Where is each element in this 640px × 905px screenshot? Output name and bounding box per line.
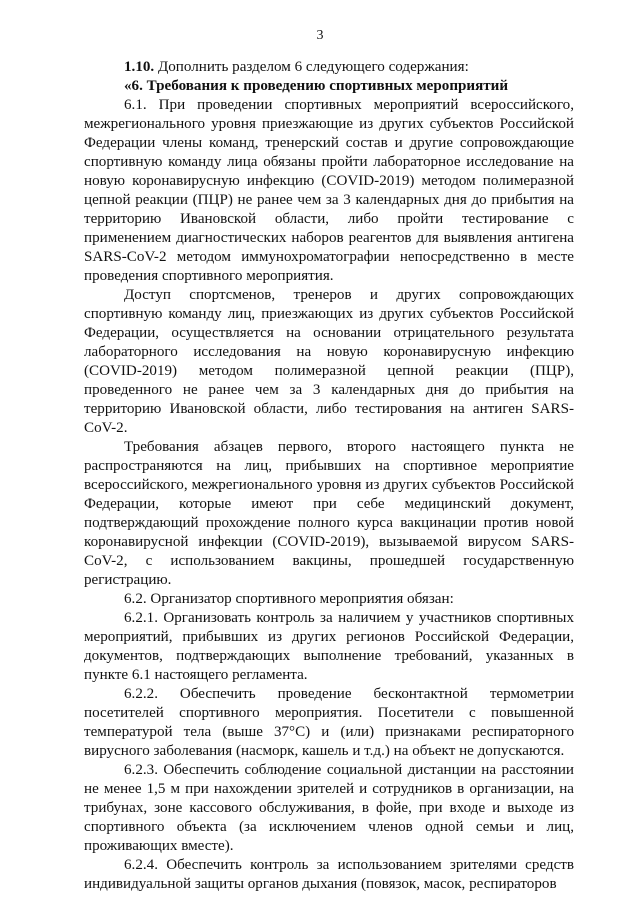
- amendment-intro: [84, 58, 574, 77]
- paragraph-6-2-2: 6.2.2. Обеспечить проведение бесконтактной термометрии посетителей спортивного мероприятия. Посетители с повышенной температурой тела (выше 37°С) и (или) признаками респираторного вирусного заболевания (насморк, кашель и т.д.) на объект не допускаются.: [84, 686, 574, 759]
- paragraph-exemption: Требования абзацев первого, второго настоящего пункта не распространяются на лиц, прибывших на спортивное мероприятие всероссийского, межрегионального уровня из других субъектов Российской Федерации, которые имеют при себе медицинский документ, подтверждающий прохождение полного курса вакцинации против новой коронавирусной инфекции (COVID-2019), вызываемой вирусом SARS-CoV-2, с использованием вакцины, прошедшей государственную регистрацию.: [84, 439, 574, 588]
- amendment-text: Дополнить разделом 6 следующего содержания:: [154, 59, 469, 75]
- paragraph-6-2-1: 6.2.1. Организовать контроль за наличием у участников спортивных мероприятий, прибывших из других регионов Российской Федерации, документов, подтверждающих выполнение требований, указанных в пункте 6.1 настоящего регламента.: [84, 610, 574, 683]
- amendment-number: 1.10.: [124, 59, 155, 75]
- paragraph-6-1: 6.1. При проведении спортивных мероприятий всероссийского, межрегионального уровня приезжающие из других субъектов Российской Федерации члены команд, тренерский состав и другие сопровождающие спортивную команду лица обязаны пройти лабораторное исследование на новую коронавирусную инфекцию (COVID-2019) методом полимеразной цепной реакции (ПЦР) не ранее чем за 3 календарных дня до прибытия на территорию Ивановской области, либо пройти тестирование с применением диагностических наборов реагентов для выявления антигена SARS-CoV-2 методом иммунохроматографии непосредственно в месте проведения спортивного мероприятия.: [84, 97, 574, 284]
- paragraph-6-2-3: 6.2.3. Обеспечить соблюдение социальной дистанции на расстоянии не менее 1,5 м при нахождении зрителей и сотрудников в организации, на трибунах, зоне кассового обслуживания, в фойе, при входе и выходе из спортивного объекта (за исключением членов одной семьи и лиц, проживающих вместе).: [84, 762, 574, 854]
- page-number: 3: [316, 28, 324, 43]
- paragraph-access: Доступ спортсменов, тренеров и других сопровождающих спортивную команду лиц, приезжающих из других субъектов Российской Федерации, осуществляется на основании отрицательного результата лабораторного исследования на новую коронавирусную инфекцию (COVID-2019) методом полимеразной цепной реакции (ПЦР), проведенного не ранее чем за 3 календарных дня до прибытия на территорию Ивановской области, либо тестирования на антиген SARS-CoV-2.: [84, 287, 574, 436]
- paragraph-6-2-4: 6.2.4. Обеспечить контроль за использованием зрителями средств индивидуальной защиты органов дыхания (повязок, масок, респираторов: [84, 857, 574, 892]
- document-body: [84, 58, 574, 894]
- paragraph-6-2: 6.2. Организатор спортивного мероприятия обязан:: [124, 591, 454, 607]
- section-heading: «6. Требования к проведению спортивных мероприятий: [124, 78, 509, 94]
